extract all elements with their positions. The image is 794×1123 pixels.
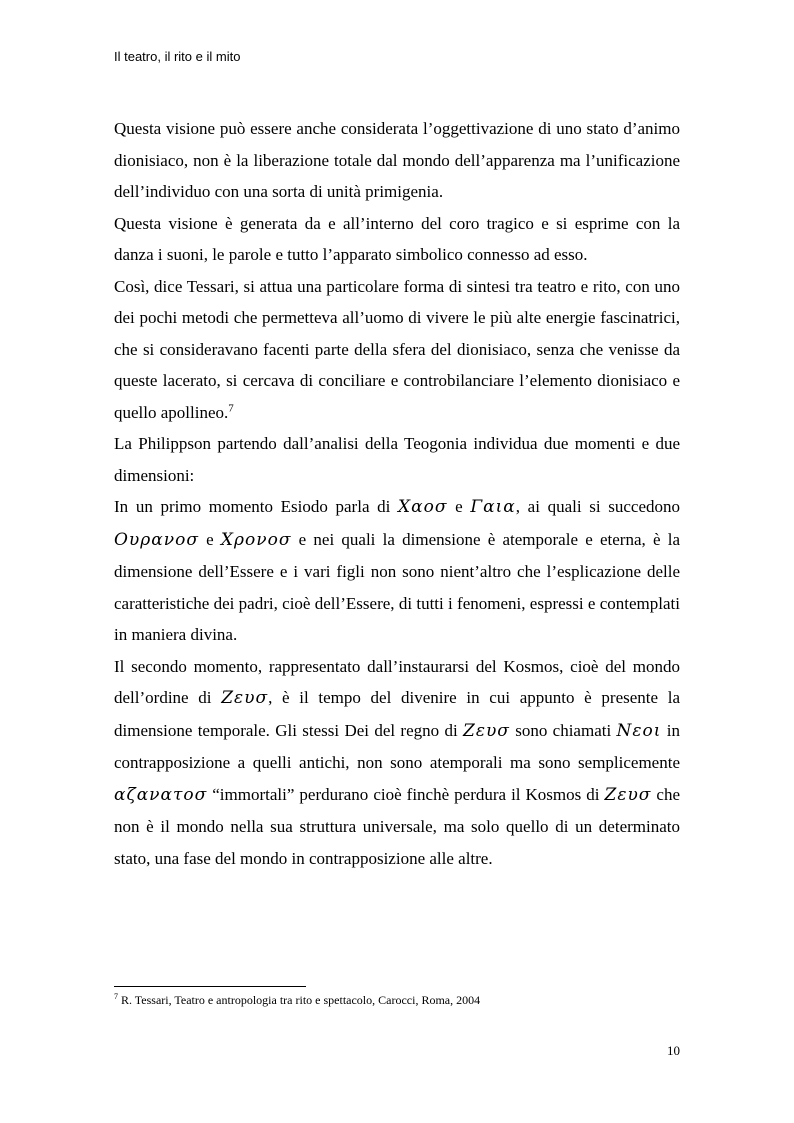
greek-term: αζανατοσ	[114, 784, 208, 805]
paragraph: In un primo momento Esiodo parla di Χαοσ e Γαια, ai quali si succedono Ουρανοσ e Χρονοσ e nei quali la dimensione è atemporale e eterna, è la dimensione dell’Essere e i vari figli non sono nient’altro che l’esplicazione delle caratteristiche dei padri, cioè dell’Essere, di tutti i fenomeni, espressi e contemplati in maniera divina.	[114, 497, 681, 644]
greek-term: Ζευσ	[221, 688, 269, 708]
page-number: 10	[667, 1043, 680, 1058]
body-text	[114, 113, 680, 874]
footnote	[114, 993, 680, 1008]
footnote-reference[interactable]: 7	[228, 401, 234, 414]
greek-term: Ζευσ	[463, 720, 510, 741]
running-header: Il teatro, il rito e il mito	[114, 49, 241, 64]
footnote-separator	[114, 986, 306, 987]
footnote-marker: 7	[114, 992, 118, 1001]
greek-term: Χαοσ	[398, 497, 448, 517]
paragraph: Così, dice Tessari, si attua una particolare forma di sintesi tra teatro e rito, con uno dei pochi metodi che permetteva all’uomo di vivere le più alte energie fascinatrici, che si consideravano facenti parte della sfera del dionisiaco, senza che venisse da queste lacerato, si cercava di conciliare e controbilanciare l’elemento dionisiaco e quello apollineo.$^7$	[114, 276, 680, 422]
greek-term: Ουρανοσ	[114, 529, 199, 550]
paragraph: Questa visione è generata da e all’interno del coro tragico e si esprime con la danza i suoni, le parole e tutto l’apparato simbolico connesso ad esso.	[114, 213, 680, 264]
greek-term: Νεοι	[616, 720, 662, 741]
greek-term: Γαια	[470, 497, 516, 517]
greek-term: Χρονοσ	[220, 529, 292, 550]
paragraph: Questa visione può essere anche considerata l’oggettivazione di uno stato d’animo dionisiaco, non è la liberazione totale dal mondo dell’apparenza ma l’unificazione dell’individuo con una sorta di unità primigenia.	[114, 119, 680, 201]
footnote-text: R. Tessari, Teatro e antropologia tra rito e spettacolo, Carocci, Roma, 2004	[118, 993, 481, 1007]
paragraph: La Philippson partendo dall’analisi della Teogonia individua due momenti e due dimensioni:	[114, 434, 680, 485]
greek-term: Ζευσ	[604, 784, 652, 805]
paragraph: Il secondo momento, rappresentato dall’instaurarsi del Kosmos, cioè del mondo dell’ordine di Ζευσ, è il tempo del divenire in cui appunto è presente la dimensione temporale. Gli stessi Dei del regno di Ζευσ sono chiamati Νεοι in contrapposizione a quelli antichi, non sono atemporali ma sono semplicemente αζανατοσ “immortali” perdurano cioè finchè perdura il Kosmos di Ζευσ che non è il mondo nella sua struttura universale, ma solo quello di un determinato stato, una fase del mondo in contrapposizione alle altre.	[114, 656, 680, 868]
